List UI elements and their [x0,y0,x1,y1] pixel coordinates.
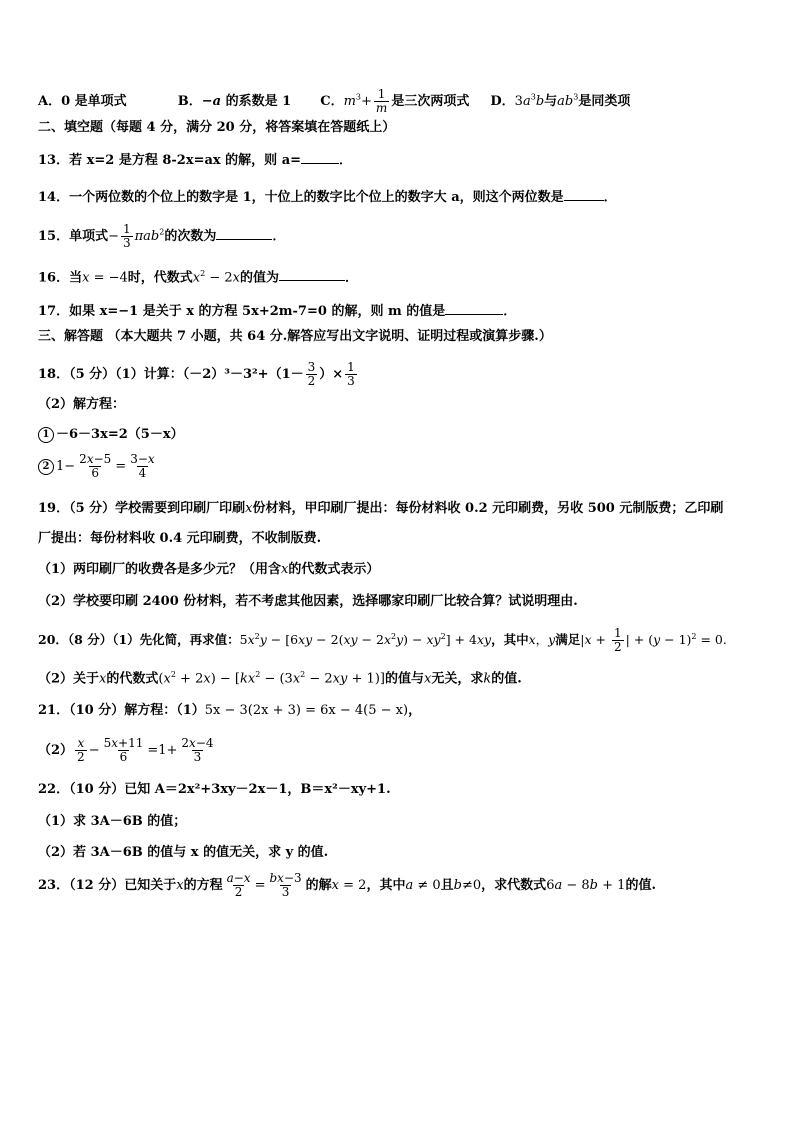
question-22-part1: （1）求 3A－6B 的值； [38,814,187,829]
question-18-eq2: 2 1− $\frac{2x-5}{6}$ = $\frac{3-x}{4}$ [38,453,774,480]
question-19: 19．（5 分）学校需要到印刷厂印刷x份材料，甲印刷厂提出：每份材料收 0.2 元印刷费，另收 500 元制版费；乙印刷 [38,501,724,516]
question-21-part2: （2） $\frac{x}{2}$ − $\frac{5x+11}{6}$ =1+ $\frac{2x-4}{3}$ [38,736,214,764]
section-3-header: 三、解答题 （本大题共 7 小题，共 64 分.解答应写出文字说明、证明过程或演算步骤.） [38,329,552,344]
option-a: A．0 是单项式 [38,94,127,109]
option-c: C．$m^3+$ $\frac{1}{m}$ 是三次两项式 [320,87,470,115]
question-18: 18．（5 分）（1）计算：（－2）³－3²+（1－ $\frac{3}{2}$ ）× $\frac{1}{3}$ [38,360,355,388]
question-22: 22．（10 分）已知 A＝2x²+3xy－2x－1，B＝x²－xy+1. [38,782,391,797]
question-16: 16．当x = −4时，代数式$x^2 - 2x$的值为 ． [38,269,359,286]
question-21: 21．（10 分）解方程：（1）5x − 3(2x + 3) = 6x − 4(5 − x)， [38,703,422,718]
question-18-part2: （2）解方程： [38,397,126,412]
question-13: 13．若 x=2 是方程 8-2x=ax 的解，则 a= ． [38,153,353,168]
question-17: 17．如果 x=−1 是关于 x 的方程 5x+2m-7=0 的解，则 m 的值是 ． [38,304,517,319]
option-b: B．−a 的系数是 1 [177,94,292,109]
section-2-header: 二、填空题（每题 4 分，满分 20 分，将答案填在答题纸上） [38,120,396,135]
question-15: 15．单项式− $\frac{1}{3}$ πab$^2$的次数为 ． [38,222,286,250]
option-d: D．$3a^3b$与$ab^3$是同类项 [490,92,631,109]
question-19-part1: （1）两印刷厂的收费各是多少元？（用含x的代数式表示） [38,562,380,577]
question-20: 20．（8 分）（1）先化简，再求值：$5x^2y - [6xy - 2(xy - 2x^2y) - xy^2] + 4xy$，其中x，y满足|x + $\frac{1}{2}$ | + $(y - 1)^2 = 0$. [38,626,727,654]
question-18-eq1: 1 －6－3x=2（5－x） [38,426,774,444]
question-19-line2: 厂提出：每份材料收 0.4 元印刷费，不收制版费. [38,531,322,546]
question-19-part2: （2）学校要印刷 2400 份材料，若不考虑其他因素，选择哪家印刷厂比较合算？试说明理由. [38,594,578,609]
question-20-part2: （2）关于x的代数式$(x^2 + 2x) - [kx^2 - (3x^2 - 2xy + 1)]$的值与x无关，求k的值. [38,670,522,687]
question-14: 14．一个两位数的个位上的数字是 1，十位上的数字比个位上的数字大 a，则这个两位数是 ． [38,190,617,205]
question-23: 23．（12 分）已知关于x的方程 $\frac{a-x}{2}$ = $\frac{bx-3}{3}$ 的解x = 2，其中a ≠ 0且b≠0，求代数式6a − 8b + 1的值. [38,871,656,899]
q12-options [38,88,774,115]
question-22-part2: （2）若 3A－6B 的值与 x 的值无关，求 y 的值. [38,845,329,860]
